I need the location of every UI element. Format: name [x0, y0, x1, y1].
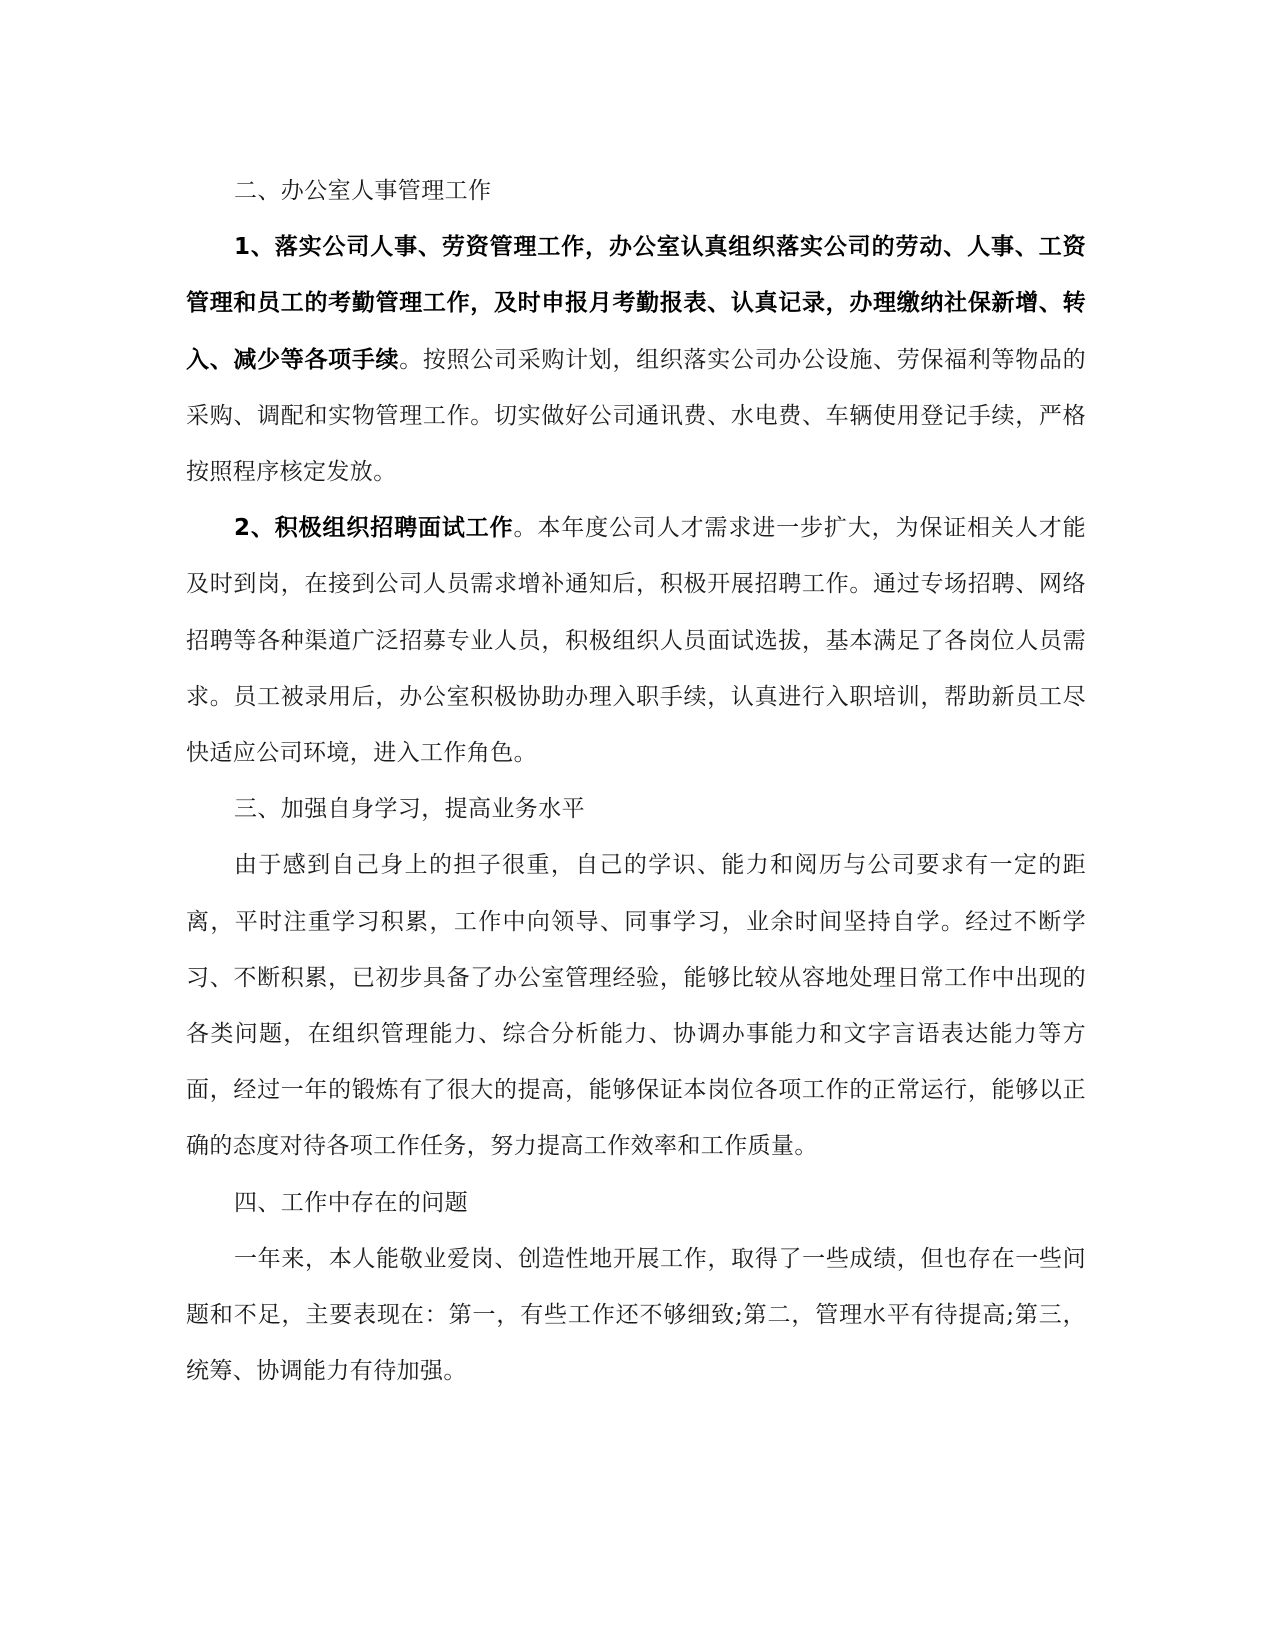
section-3-heading: 三、加强自身学习，提高业务水平: [234, 796, 585, 823]
section-4-heading: 四、工作中存在的问题: [234, 1189, 468, 1216]
item-2-body: 。本年度公司人才需求进一步扩大，为保证相关人才能及时到岗，在接到公司人员需求增补通知后，积极开展招聘工作。通过专场招聘、网络招聘等各种渠道广泛招募专业人员，积极组织人员面试选拔，基本满足了各岗位人员需求。员工被录用后，办公室积极协助办理入职手续，认真进行入职培训，帮助新员工尽快适应公司环境，进入工作角色。: [186, 515, 1086, 767]
section-2-heading: 二、办公室人事管理工作: [234, 178, 492, 204]
section-3-paragraph: 由于感到自己身上的担子很重，自己的学识、能力和阅历与公司要求有一定的距离，平时注重学习积累，工作中向领导、同事学习，业余时间坚持自学。经过不断学习、不断积累，已初步具备了办公室管理经验，能够比较从容地处理日常工作中出现的各类问题，在组织管理能力、综合分析能力、协调办事能力和文字言语表达能力等方面，经过一年的锻炼有了很大的提高，能够保证本岗位各项工作的正常运行，能够以正确的态度对待各项工作任务，努力提高工作效率和工作质量。: [186, 852, 1086, 1160]
item-1-paragraph: [186, 219, 1086, 500]
item-1-body: 。按照公司采购计划，组织落实公司办公设施、劳保福利等物品的采购、调配和实物管理工作。切实做好公司通讯费、水电费、车辆使用登记手续，严格按照程序核定发放。: [186, 346, 1086, 486]
section-4-paragraph: 一年来，本人能敬业爱岗、创造性地开展工作，取得了一些成绩，但也存在一些问题和不足，主要表现在：第一，有些工作还不够细致;第二，管理水平有待提高;第三，统筹、协调能力有待加强。: [186, 1245, 1086, 1385]
item-2-paragraph: [186, 500, 1086, 781]
document-page: [186, 163, 1086, 1399]
item-1-bold-lead: 1、落实公司人事、劳资管理工作，办公室认真组织落实公司的劳动、人事、工资管理和员工的考勤管理工作，及时申报月考勤报表、认真记录，办理缴纳社保新增、转入、减少等各项手续: [186, 234, 1086, 373]
item-2-bold-lead: 2、积极组织招聘面试工作: [234, 515, 514, 542]
